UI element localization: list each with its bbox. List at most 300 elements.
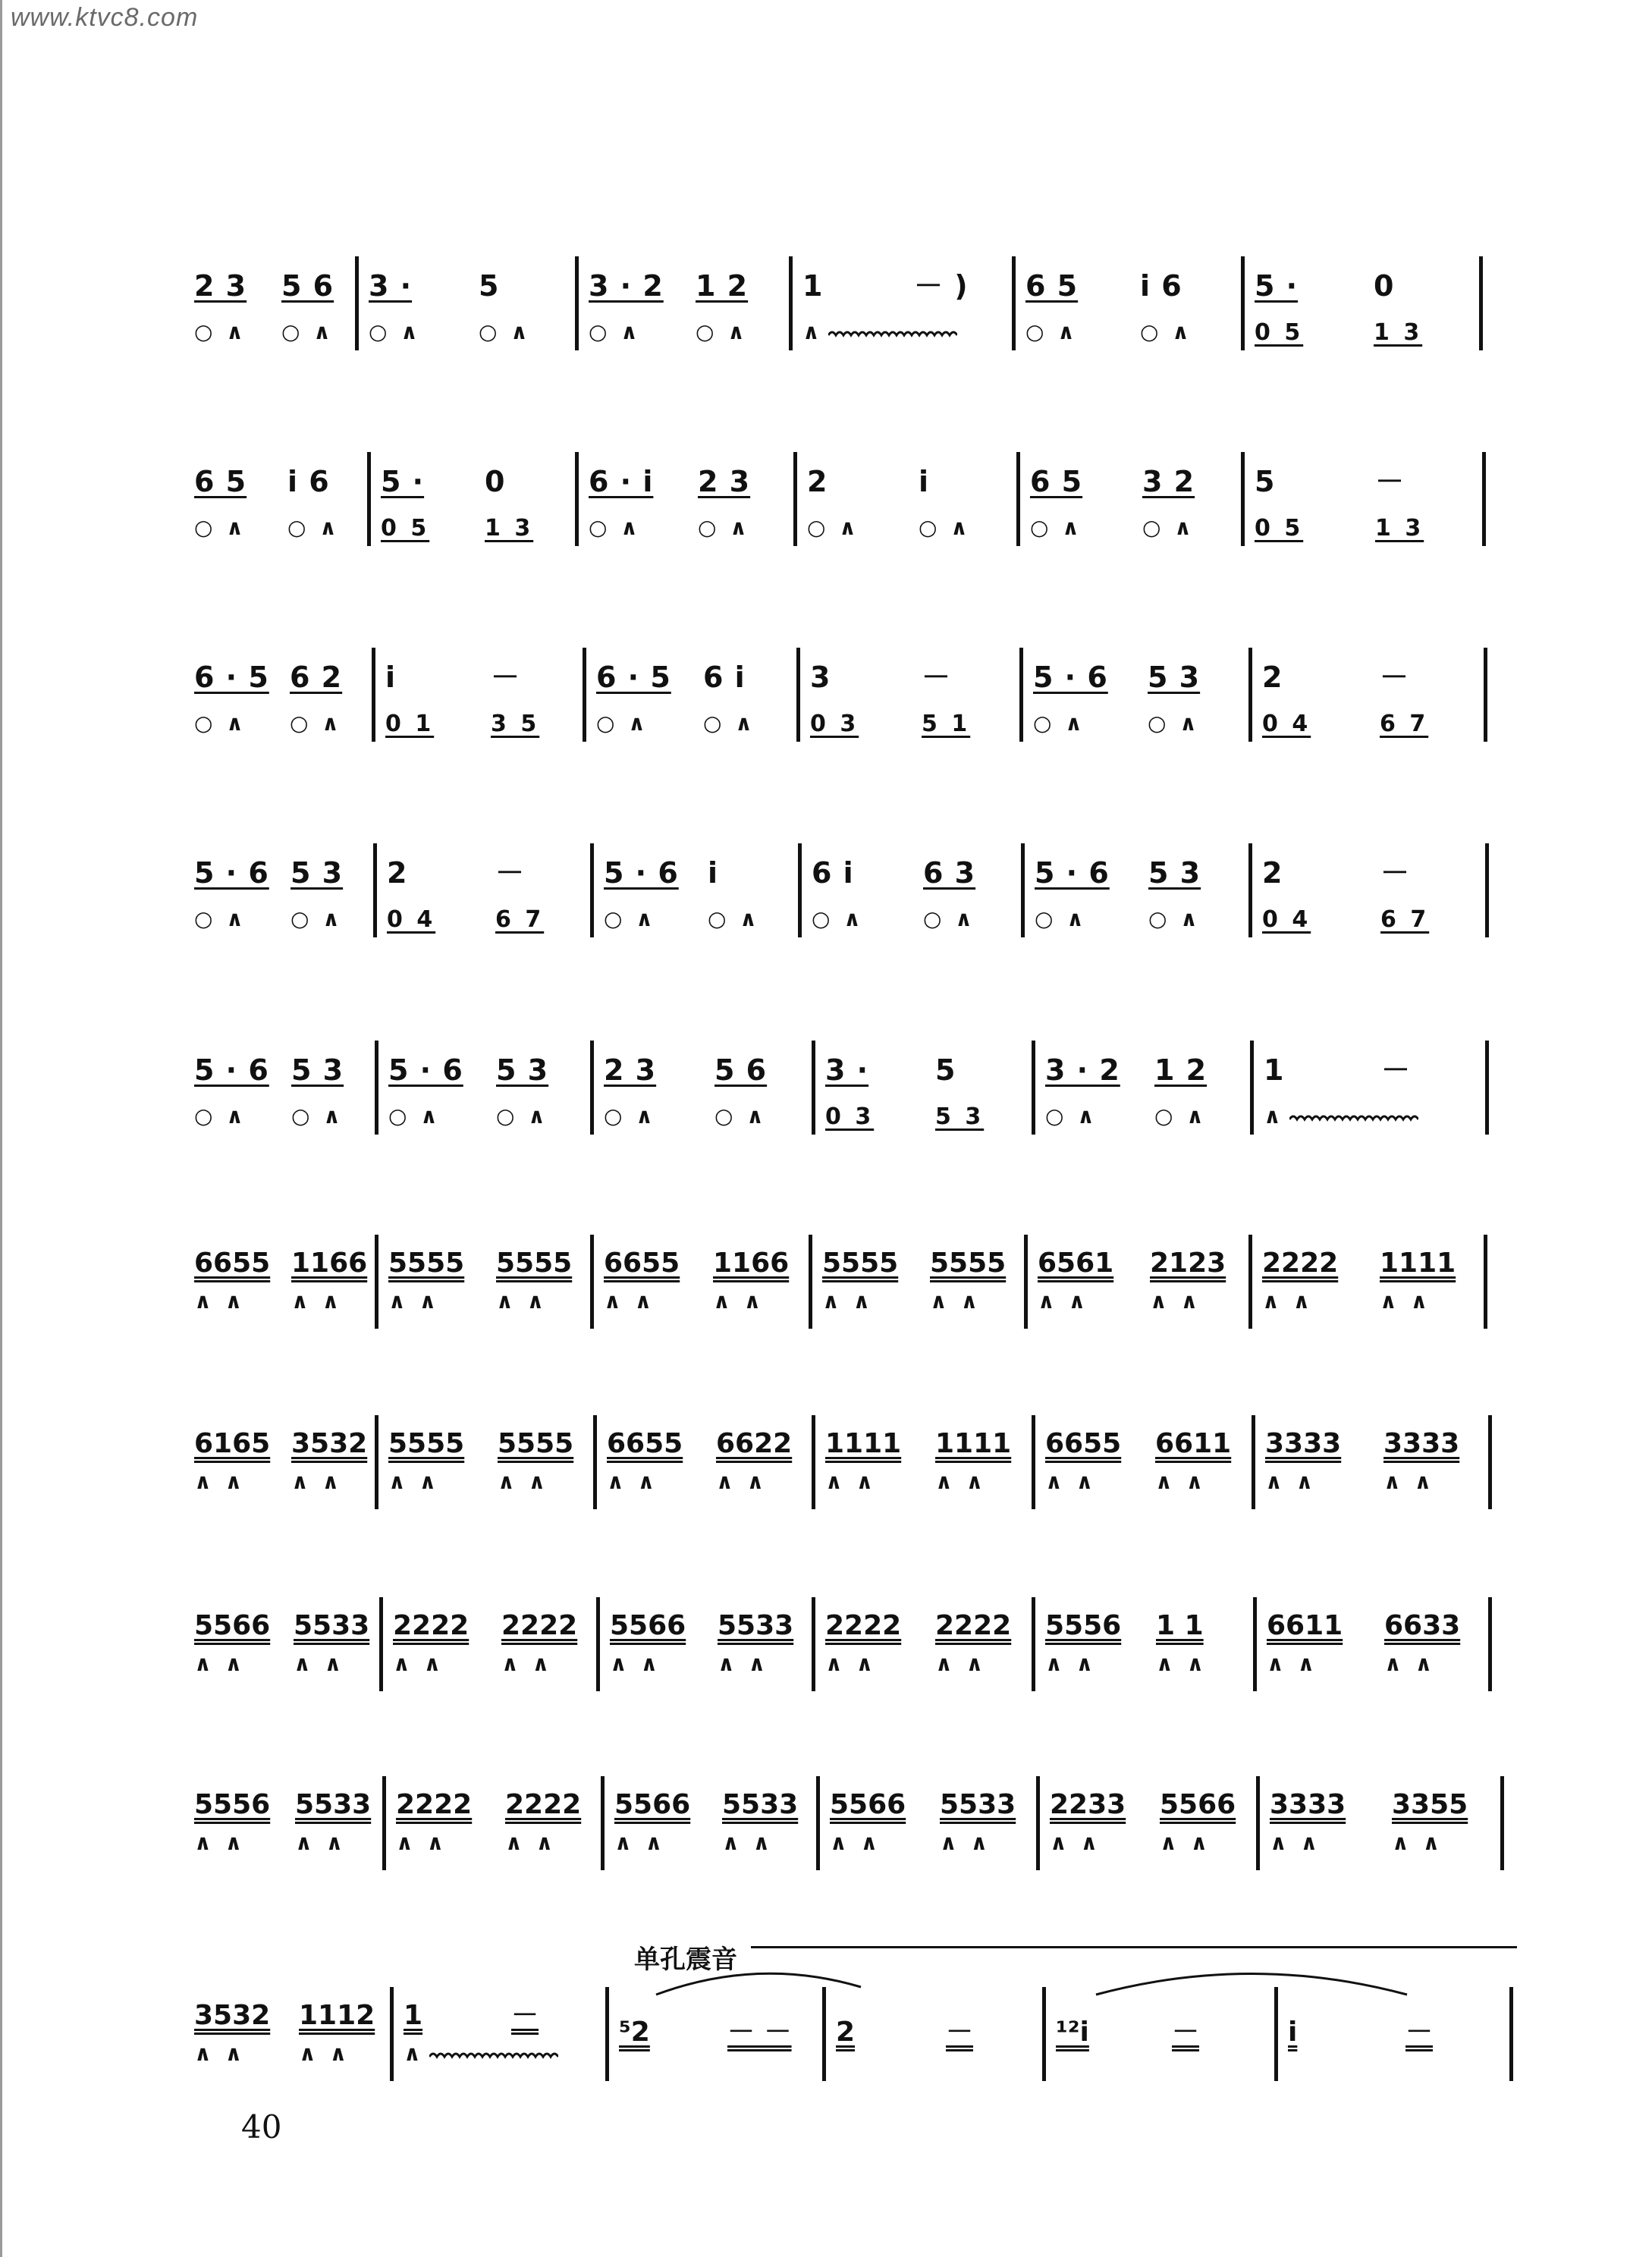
technique-mark: ∧ ∧	[294, 1651, 345, 1676]
note-group: － )	[914, 269, 969, 303]
note-group: i 6	[287, 465, 330, 498]
note-group: －	[1375, 465, 1405, 498]
technique-mark: ∧ ∧	[1380, 1289, 1431, 1314]
technique-mark: ∧ ∧	[1384, 1651, 1436, 1676]
technique-mark: ∧ ∧	[194, 1469, 246, 1494]
note-group: i	[1288, 2017, 1298, 2048]
technique-mark: ○ ∧	[1142, 515, 1195, 540]
barline	[1241, 452, 1245, 546]
technique-mark: ○ ∧	[698, 515, 750, 540]
note-group: 3333	[1383, 1428, 1460, 1459]
barline	[575, 452, 579, 546]
note-group: 5 · 6	[194, 856, 269, 890]
note-group: 1111	[935, 1428, 1012, 1459]
technique-mark: ○ ∧	[919, 515, 971, 540]
technique-mark: ○ ∧	[1148, 906, 1201, 931]
technique-mark: ∧ ∧	[604, 1289, 655, 1314]
note-group: 1 2	[1154, 1053, 1208, 1087]
slur-2	[1092, 1957, 1411, 2002]
note-group: 5 3	[1148, 856, 1201, 890]
technique-mark: ○ ∧	[1148, 711, 1200, 736]
technique-mark: ∧ ∧	[194, 1289, 246, 1314]
barline	[1241, 256, 1245, 350]
technique-mark: ∧ ∧	[1383, 1469, 1435, 1494]
barline	[382, 1776, 386, 1870]
note-group: 6655	[604, 1248, 680, 1279]
technique-mark: ∧ ∧	[935, 1651, 987, 1676]
note-group: 5566	[830, 1789, 906, 1820]
note-group: 3333	[1265, 1428, 1342, 1459]
barline	[1248, 648, 1252, 742]
note-group: 6611	[1155, 1428, 1232, 1459]
technique-mark: ○ ∧	[696, 319, 748, 344]
barline	[789, 256, 793, 350]
note-group: 6 · i	[589, 465, 654, 498]
barline	[1012, 256, 1016, 350]
technique-mark: ○ ∧	[596, 711, 649, 736]
technique-mark: ∧ ∧	[940, 1830, 991, 1855]
barline	[1479, 256, 1483, 350]
technique-mark: ○ ∧	[194, 711, 247, 736]
note-group: 2222	[935, 1610, 1012, 1641]
note-group: 5566	[614, 1789, 691, 1820]
technique-mark: ∧ ∧	[388, 1469, 440, 1494]
technique-mark: ∧ ∧	[610, 1651, 661, 1676]
barline	[601, 1776, 605, 1870]
sub-notes: 0 3	[825, 1103, 875, 1130]
barline	[605, 1987, 609, 2081]
slur-1	[652, 1957, 865, 2002]
barline	[590, 1235, 594, 1329]
barline	[798, 843, 802, 937]
note-group: i	[919, 465, 930, 498]
note-group: 5566	[1160, 1789, 1236, 1820]
note-group: ⁵2	[619, 2017, 650, 2048]
barline	[793, 452, 797, 546]
technique-mark: ∧ ∧	[825, 1469, 877, 1494]
note-group: －	[511, 2000, 539, 2031]
barline	[816, 1776, 820, 1870]
technique-mark: ∧ ∧	[1045, 1469, 1097, 1494]
barline	[1250, 1041, 1254, 1135]
note-group: 6 5	[1025, 269, 1079, 303]
technique-mark: ∧ ∧	[1270, 1830, 1321, 1855]
note-group: －	[491, 661, 521, 694]
note-group: 3355	[1392, 1789, 1468, 1820]
technique-mark: ∧ ∧	[496, 1289, 548, 1314]
note-group: 6611	[1267, 1610, 1343, 1641]
technique-mark: ∧ ∧	[194, 2041, 246, 2066]
barline	[1042, 1987, 1046, 2081]
technique-mark: ∧ ∧	[722, 1830, 774, 1855]
barline	[583, 648, 586, 742]
note-group: 5555	[822, 1248, 899, 1279]
technique-mark: ○ ∧	[291, 1103, 344, 1128]
technique-mark: ∧ ∧	[501, 1651, 553, 1676]
note-group: 5 3	[496, 1053, 549, 1087]
sub-notes: 6 7	[1380, 711, 1429, 737]
technique-mark: ∧ ∧	[1150, 1289, 1201, 1314]
barline	[596, 1597, 600, 1691]
note-group: 5 · 6	[604, 856, 679, 890]
sub-notes: 1 3	[1374, 319, 1423, 346]
barline	[1248, 1235, 1252, 1329]
note-group: 5555	[498, 1428, 574, 1459]
note-group: 5 · 6	[194, 1053, 269, 1087]
note-group: 1111	[1380, 1248, 1456, 1279]
note-group: －	[1405, 2017, 1434, 2048]
note-group: 2 3	[604, 1053, 657, 1087]
barline	[1485, 1041, 1489, 1135]
note-group: 2222	[396, 1789, 473, 1820]
note-group: －	[1380, 856, 1411, 890]
tremolo-wave	[828, 328, 957, 343]
barline	[375, 1235, 378, 1329]
barline	[372, 648, 375, 742]
technique-mark: ∧ ∧	[716, 1469, 768, 1494]
technique-mark: ○ ∧	[194, 906, 247, 931]
note-group: 6633	[1384, 1610, 1461, 1641]
technique-mark: ○ ∧	[604, 1103, 656, 1128]
score-row	[0, 1606, 1652, 1712]
note-group: 2222	[1262, 1248, 1339, 1279]
sub-notes: 0 5	[1255, 515, 1304, 541]
note-group: 5533	[940, 1789, 1016, 1820]
technique-mark: ∧	[802, 319, 823, 344]
score-row	[0, 852, 1652, 959]
barline	[1019, 648, 1023, 742]
barline	[1252, 1415, 1255, 1509]
note-group: 3 ·	[369, 269, 413, 303]
note-group: ¹²i	[1056, 2017, 1089, 2048]
note-group: 3532	[194, 2000, 271, 2031]
technique-mark: ○ ∧	[287, 515, 340, 540]
sub-notes: 0 4	[1262, 711, 1311, 737]
technique-mark: ∧ ∧	[935, 1469, 987, 1494]
page-number: 40	[241, 2108, 282, 2146]
technique-mark: ∧ ∧	[607, 1469, 658, 1494]
technique-mark: ∧ ∧	[498, 1469, 549, 1494]
watermark: www.ktvc8.com	[11, 3, 199, 32]
barline	[1488, 1597, 1492, 1691]
barline	[590, 843, 594, 937]
note-group: 6 2	[290, 661, 343, 694]
note-group: 6561	[1038, 1248, 1114, 1279]
note-group: 6165	[194, 1428, 271, 1459]
note-group: 1166	[713, 1248, 790, 1279]
score-row	[0, 657, 1652, 763]
technique-mark: ○ ∧	[589, 515, 641, 540]
technique-mark: ○ ∧	[1154, 1103, 1207, 1128]
technique-mark: ∧ ∧	[388, 1289, 440, 1314]
note-group: 5556	[1045, 1610, 1122, 1641]
technique-mark: ∧ ∧	[1156, 1651, 1208, 1676]
technique-mark: ○ ∧	[291, 906, 343, 931]
technique-mark: ∧ ∧	[1045, 1651, 1097, 1676]
note-group: 2	[836, 2017, 856, 2048]
note-group: 6 · 5	[194, 661, 269, 694]
technique-mark: ○ ∧	[290, 711, 342, 736]
technique-mark: ∧ ∧	[713, 1289, 765, 1314]
note-group: －	[495, 856, 526, 890]
score-row	[0, 461, 1652, 567]
note-group: 5 · 6	[1035, 856, 1110, 890]
barline	[1024, 1235, 1028, 1329]
barline	[390, 1987, 394, 2081]
technique-mark: ○ ∧	[1025, 319, 1078, 344]
barline	[809, 1235, 812, 1329]
note-group: 5	[1255, 465, 1276, 498]
barline	[1253, 1597, 1257, 1691]
barline	[590, 1041, 594, 1135]
barline	[375, 1415, 378, 1509]
note-group: 2123	[1150, 1248, 1226, 1279]
technique-mark: ○ ∧	[604, 906, 656, 931]
technique-mark: ∧ ∧	[830, 1830, 881, 1855]
note-group: i	[385, 661, 397, 694]
note-group: 5 · 6	[388, 1053, 463, 1087]
technique-mark: ∧ ∧	[291, 1289, 343, 1314]
sub-notes: 1 3	[1375, 515, 1424, 541]
note-group: 6655	[194, 1248, 271, 1279]
note-group: 5 6	[715, 1053, 768, 1087]
note-group: － －	[727, 2017, 792, 2048]
barline	[379, 1597, 383, 1691]
score-row	[0, 1050, 1652, 1156]
technique-mark: ○ ∧	[708, 906, 760, 931]
technique-mark: ○ ∧	[194, 1103, 247, 1128]
note-group: 5	[479, 269, 500, 303]
note-group: i 6	[1140, 269, 1182, 303]
note-group: 5 6	[281, 269, 334, 303]
note-group: 1166	[291, 1248, 368, 1279]
sub-notes: 0 5	[381, 515, 430, 541]
technique-mark: ∧ ∧	[1160, 1830, 1211, 1855]
technique-mark: ○ ∧	[479, 319, 531, 344]
note-group: 3 2	[1142, 465, 1195, 498]
technique-mark: ∧ ∧	[291, 1469, 343, 1494]
technique-mark: ∧	[1264, 1103, 1284, 1128]
note-group: 3532	[291, 1428, 368, 1459]
technique-mark: ∧ ∧	[295, 1830, 347, 1855]
sub-notes: 0 1	[385, 711, 435, 737]
note-group: 5533	[295, 1789, 372, 1820]
barline	[1032, 1415, 1035, 1509]
note-group: 6 i	[812, 856, 854, 890]
sub-notes: 0 5	[1255, 319, 1304, 346]
note-group: 5556	[194, 1789, 271, 1820]
technique-mark: ○ ∧	[1033, 711, 1085, 736]
barline	[367, 452, 371, 546]
technique-mark: ○ ∧	[1140, 319, 1192, 344]
note-group: 5555	[496, 1248, 573, 1279]
barline	[1509, 1987, 1513, 2081]
barline	[1484, 648, 1487, 742]
sub-notes: 6 7	[495, 906, 545, 933]
note-group: 6655	[1045, 1428, 1122, 1459]
technique-mark: ∧ ∧	[1392, 1830, 1443, 1855]
note-group: 6622	[716, 1428, 793, 1459]
note-group: 1112	[299, 2000, 375, 2031]
technique-mark: ∧ ∧	[1262, 1289, 1314, 1314]
note-group: 5	[935, 1053, 956, 1087]
technique-mark: ∧ ∧	[1050, 1830, 1101, 1855]
score-row	[0, 265, 1652, 372]
note-group: 1	[1264, 1053, 1285, 1087]
technique-mark: ∧ ∧	[718, 1651, 769, 1676]
barline	[593, 1415, 597, 1509]
score-row	[0, 1244, 1652, 1350]
note-group: 5 3	[291, 1053, 344, 1087]
note-group: 6 · 5	[596, 661, 671, 694]
sub-notes: 6 7	[1380, 906, 1430, 933]
barline	[812, 1597, 815, 1691]
barline	[373, 843, 377, 937]
note-group: 2	[1262, 661, 1283, 694]
note-group: 3333	[1270, 1789, 1346, 1820]
note-group: 5 · 6	[1033, 661, 1108, 694]
note-group: 2	[387, 856, 408, 890]
technique-mark: ○ ∧	[589, 319, 641, 344]
score-row	[0, 1996, 1652, 2102]
technique-mark: ○ ∧	[807, 515, 859, 540]
note-group: －	[1380, 661, 1410, 694]
note-group: 1	[802, 269, 824, 303]
technique-mark: ○ ∧	[194, 319, 247, 344]
note-group: 5566	[194, 1610, 271, 1641]
technique-mark: ∧ ∧	[825, 1651, 877, 1676]
technique-mark: ∧ ∧	[505, 1830, 557, 1855]
technique-mark: ∧ ∧	[299, 2041, 350, 2066]
note-group: 1 1	[1156, 1610, 1204, 1641]
barline	[812, 1415, 815, 1509]
note-group: 6 5	[1030, 465, 1083, 498]
technique-mark: ○ ∧	[388, 1103, 441, 1128]
note-group: 6655	[607, 1428, 683, 1459]
technique-mark: ∧ ∧	[822, 1289, 874, 1314]
note-group: 6 5	[194, 465, 247, 498]
barline	[575, 256, 579, 350]
note-group: 2 3	[698, 465, 751, 498]
barline	[1016, 452, 1020, 546]
technique-mark: ○ ∧	[1045, 1103, 1098, 1128]
sub-notes: 5 1	[922, 711, 971, 737]
note-group: 5533	[294, 1610, 370, 1641]
note-group: 1 2	[696, 269, 749, 303]
technique-mark: ○ ∧	[1035, 906, 1087, 931]
technique-mark: ○ ∧	[703, 711, 755, 736]
technique-mark: ○ ∧	[923, 906, 975, 931]
technique-mark: ∧ ∧	[194, 1830, 246, 1855]
technique-mark: ∧ ∧	[396, 1830, 448, 1855]
note-group: 2222	[825, 1610, 902, 1641]
note-group: 2 3	[194, 269, 247, 303]
note-group: i	[708, 856, 719, 890]
barline	[1488, 1415, 1492, 1509]
tremolo-wave	[429, 2049, 558, 2064]
technique-mark: ○ ∧	[1030, 515, 1082, 540]
note-group: 3 · 2	[589, 269, 664, 303]
note-group: 6 3	[923, 856, 976, 890]
barline	[1256, 1776, 1260, 1870]
barline	[1021, 843, 1025, 937]
note-group: 3 ·	[825, 1053, 869, 1087]
note-group: 1111	[825, 1428, 902, 1459]
barline	[796, 648, 800, 742]
technique-mark: ∧ ∧	[1038, 1289, 1089, 1314]
note-group: 5533	[722, 1789, 799, 1820]
technique-mark: ○ ∧	[281, 319, 334, 344]
barline	[1484, 1235, 1487, 1329]
sub-notes: 5 3	[935, 1103, 985, 1130]
note-group: 5 3	[291, 856, 344, 890]
sub-notes: 0 3	[810, 711, 859, 737]
technique-mark: ∧ ∧	[1267, 1651, 1318, 1676]
barline	[1036, 1776, 1040, 1870]
note-group: 5533	[718, 1610, 794, 1641]
barline	[375, 1041, 378, 1135]
note-group: 5555	[388, 1428, 465, 1459]
note-group: 5 ·	[381, 465, 425, 498]
note-group: 2222	[505, 1789, 582, 1820]
barline	[1482, 452, 1486, 546]
note-group: 5 ·	[1255, 269, 1299, 303]
technique-mark: ∧ ∧	[1265, 1469, 1317, 1494]
note-group: 2222	[501, 1610, 578, 1641]
technique-mark: ∧	[404, 2041, 424, 2066]
technique-mark: ○ ∧	[369, 319, 421, 344]
note-group: 1	[404, 2000, 423, 2031]
tremolo-annotation: 单孔震音	[634, 1945, 737, 1975]
technique-mark: ○ ∧	[715, 1103, 767, 1128]
technique-mark: ∧ ∧	[194, 1651, 246, 1676]
technique-mark: ∧ ∧	[393, 1651, 444, 1676]
note-group: 0	[1374, 269, 1395, 303]
technique-mark: ∧ ∧	[1155, 1469, 1207, 1494]
barline	[1500, 1776, 1504, 1870]
technique-mark: ○ ∧	[194, 515, 247, 540]
note-group: 2233	[1050, 1789, 1126, 1820]
score-row	[0, 1424, 1652, 1530]
barline	[355, 256, 359, 350]
note-group: 6 i	[703, 661, 746, 694]
note-group: －	[1172, 2017, 1200, 2048]
note-group: 5555	[930, 1248, 1007, 1279]
annotation-line	[751, 1946, 1517, 1948]
sub-notes: 0 4	[387, 906, 436, 933]
note-group: －	[946, 2017, 974, 2048]
note-group: 0	[485, 465, 506, 498]
tremolo-wave	[1289, 1112, 1418, 1127]
note-group: 2	[807, 465, 828, 498]
sub-notes: 1 3	[485, 515, 534, 541]
barline	[1485, 843, 1489, 937]
score-row	[0, 1785, 1652, 1891]
sub-notes: 3 5	[491, 711, 540, 737]
technique-mark: ○ ∧	[812, 906, 864, 931]
note-group: 5566	[610, 1610, 686, 1641]
note-group: 5 3	[1148, 661, 1201, 694]
technique-mark: ∧ ∧	[614, 1830, 666, 1855]
sub-notes: 0 4	[1262, 906, 1311, 933]
technique-mark: ∧ ∧	[930, 1289, 981, 1314]
note-group: 3	[810, 661, 831, 694]
barline	[812, 1041, 815, 1135]
note-group: 2	[1262, 856, 1283, 890]
note-group: －	[922, 661, 952, 694]
note-group: 2222	[393, 1610, 470, 1641]
technique-mark: ○ ∧	[496, 1103, 548, 1128]
